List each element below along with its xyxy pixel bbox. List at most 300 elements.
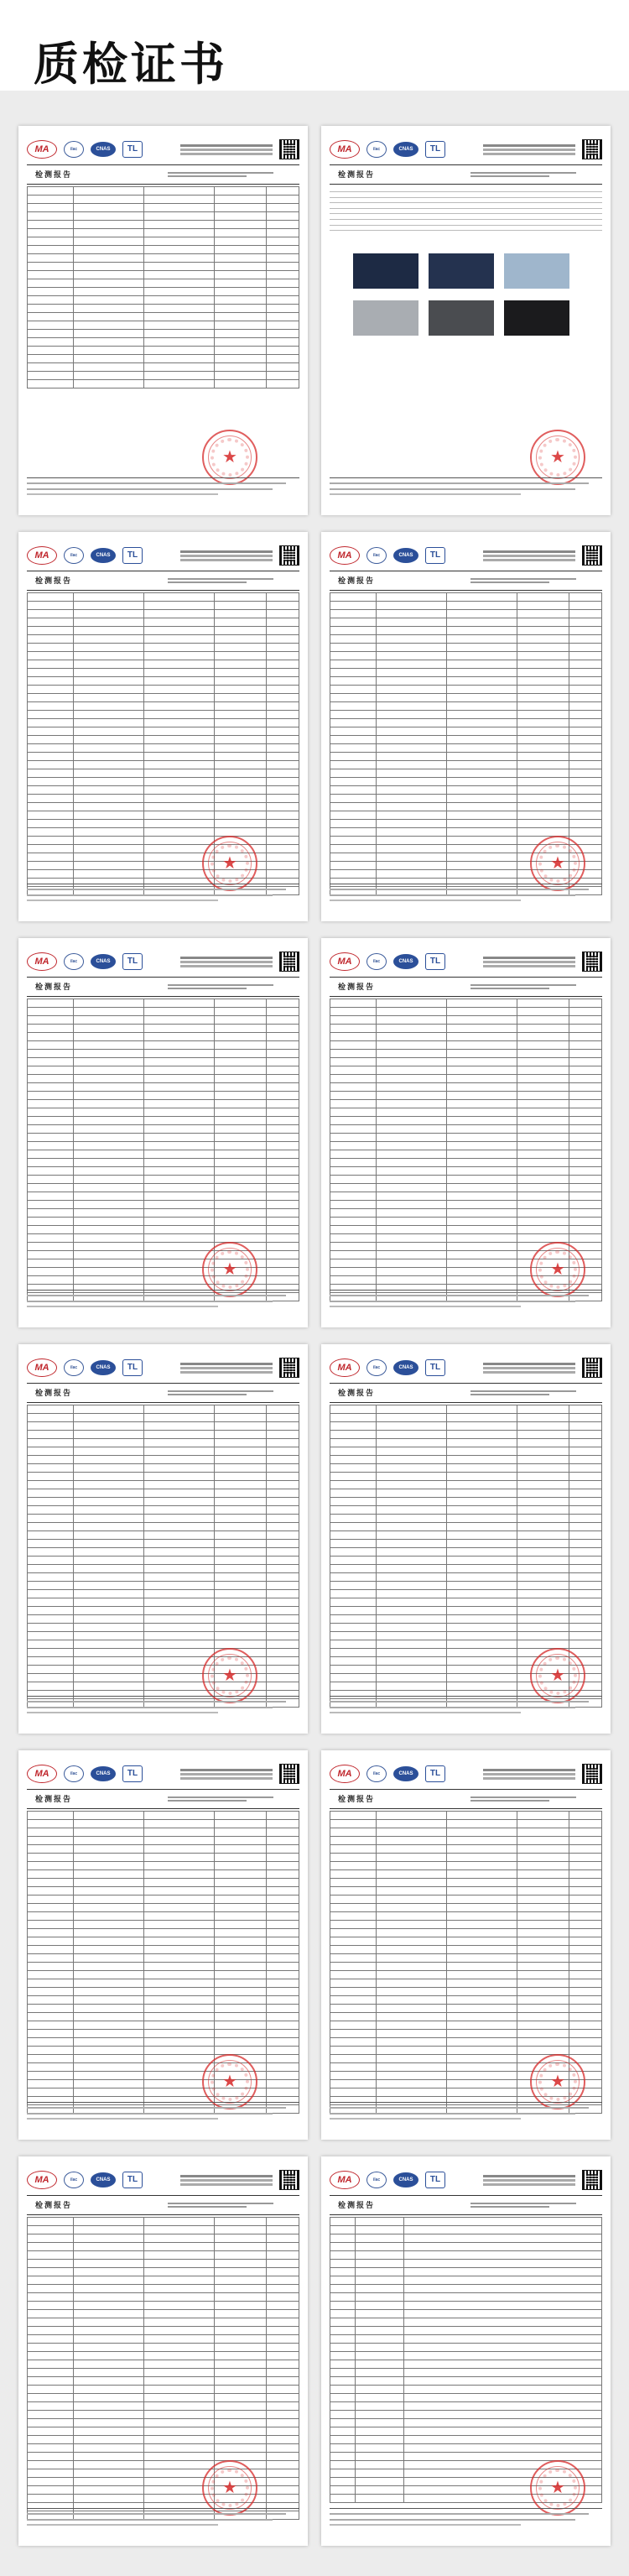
table-row xyxy=(28,355,299,363)
table-cell xyxy=(73,2344,143,2352)
report-header xyxy=(330,1383,602,1403)
table-row xyxy=(330,1879,602,1887)
table-cell xyxy=(28,2377,74,2386)
table-cell xyxy=(215,610,267,618)
table-cell xyxy=(376,1624,446,1632)
table-row xyxy=(28,1150,299,1159)
table-cell xyxy=(144,593,215,602)
table-cell xyxy=(447,1167,517,1176)
table-cell xyxy=(266,1674,299,1682)
table-row xyxy=(28,686,299,694)
table-cell xyxy=(73,1615,143,1624)
table-cell xyxy=(330,2260,356,2268)
table-cell xyxy=(144,1125,215,1134)
report-page xyxy=(18,1750,308,2140)
table-row xyxy=(330,1887,602,1895)
table-cell xyxy=(144,635,215,644)
table-cell xyxy=(215,372,267,380)
table-cell xyxy=(215,187,267,196)
table-cell xyxy=(330,1025,377,1033)
table-cell xyxy=(73,1540,143,1548)
table-cell xyxy=(144,2344,215,2352)
table-row xyxy=(28,2047,299,2055)
table-cell xyxy=(266,2495,299,2503)
table-cell xyxy=(266,2243,299,2251)
table-cell xyxy=(73,1100,143,1108)
table-row xyxy=(330,1083,602,1092)
table-row xyxy=(330,1557,602,1565)
table-cell xyxy=(215,246,267,254)
table-cell xyxy=(144,2243,215,2251)
table-cell xyxy=(144,1946,215,1954)
table-row xyxy=(330,736,602,744)
table-cell xyxy=(330,828,377,837)
table-row xyxy=(28,644,299,652)
text-line xyxy=(330,213,602,214)
table-row xyxy=(330,2327,602,2335)
table-cell xyxy=(73,2021,143,2030)
report-header-right xyxy=(168,2201,300,2209)
stamp-ring xyxy=(538,2469,577,2507)
table-cell xyxy=(266,686,299,694)
table-row xyxy=(28,1979,299,1988)
table-row xyxy=(28,2495,299,2503)
table-cell xyxy=(73,610,143,618)
table-cell xyxy=(215,1937,267,1946)
table-cell xyxy=(73,1515,143,1523)
table-cell xyxy=(144,1523,215,1531)
table-row xyxy=(28,2444,299,2453)
table-cell xyxy=(73,246,143,254)
logo-row xyxy=(27,2170,299,2190)
table-row xyxy=(330,1540,602,1548)
table-cell xyxy=(28,1058,74,1066)
table-cell xyxy=(403,2436,601,2444)
table-cell xyxy=(447,627,517,635)
table-cell xyxy=(447,1192,517,1201)
table-cell xyxy=(215,1117,267,1125)
table-cell xyxy=(330,2344,356,2352)
report-content xyxy=(27,2217,299,2502)
table-cell xyxy=(376,1632,446,1640)
table-cell xyxy=(215,1540,267,1548)
table-cell xyxy=(73,660,143,669)
table-cell xyxy=(447,1624,517,1632)
table-cell xyxy=(215,1456,267,1464)
table-cell xyxy=(28,1041,74,1050)
table-cell xyxy=(266,372,299,380)
table-cell xyxy=(215,1431,267,1439)
table-cell xyxy=(215,1531,267,1540)
table-cell xyxy=(28,1092,74,1100)
table-cell xyxy=(376,1954,446,1963)
table-cell xyxy=(447,1243,517,1251)
ilac-logo: ilac xyxy=(64,2172,84,2188)
table-row xyxy=(330,1016,602,1025)
table-cell xyxy=(28,1481,74,1489)
table-row xyxy=(330,1498,602,1506)
table-cell xyxy=(144,296,215,305)
table-cell xyxy=(330,1624,377,1632)
table-cell xyxy=(517,1209,569,1218)
table-cell xyxy=(330,1895,377,1904)
table-cell xyxy=(73,1058,143,1066)
lab-logo: TL xyxy=(425,141,445,158)
table-cell xyxy=(73,1447,143,1456)
table-row xyxy=(330,1937,602,1946)
table-cell xyxy=(144,279,215,288)
table-row xyxy=(28,1184,299,1192)
table-cell xyxy=(215,778,267,786)
table-cell xyxy=(28,2436,74,2444)
table-row xyxy=(330,1481,602,1489)
lab-logo: TL xyxy=(425,1359,445,1376)
table-row xyxy=(28,778,299,786)
logo-row xyxy=(27,952,299,972)
table-cell xyxy=(215,1971,267,1979)
table-cell xyxy=(28,719,74,727)
table-cell xyxy=(447,1498,517,1506)
table-cell xyxy=(330,1582,377,1590)
table-cell xyxy=(403,2394,601,2402)
table-row xyxy=(28,2394,299,2402)
table-cell xyxy=(569,786,601,795)
table-row xyxy=(28,204,299,212)
table-cell xyxy=(330,2234,356,2243)
table-row xyxy=(28,1921,299,1929)
table-cell xyxy=(569,618,601,627)
table-cell xyxy=(144,1184,215,1192)
table-cell xyxy=(28,1607,74,1615)
table-cell xyxy=(447,1921,517,1929)
table-cell xyxy=(28,1016,74,1025)
table-row xyxy=(28,1929,299,1937)
table-cell xyxy=(73,1632,143,1640)
table-cell xyxy=(28,1276,74,1285)
table-row xyxy=(28,1108,299,1117)
table-cell xyxy=(144,1929,215,1937)
table-cell xyxy=(569,1209,601,1218)
table-cell xyxy=(28,2047,74,2055)
stamp-ring xyxy=(538,1656,577,1695)
star-icon: ★ xyxy=(222,1259,237,1279)
table-cell xyxy=(73,761,143,769)
table-cell xyxy=(447,736,517,744)
table-cell xyxy=(447,1565,517,1573)
table-cell xyxy=(376,1100,446,1108)
table-cell xyxy=(215,1879,267,1887)
table-cell xyxy=(376,1150,446,1159)
table-cell xyxy=(73,686,143,694)
table-cell xyxy=(517,1234,569,1243)
report-header-left xyxy=(27,2200,168,2209)
table-row xyxy=(28,279,299,288)
table-cell xyxy=(73,380,143,388)
table-cell xyxy=(447,727,517,736)
table-cell xyxy=(73,237,143,246)
table-cell xyxy=(517,644,569,652)
table-cell xyxy=(144,2310,215,2318)
table-cell xyxy=(28,1912,74,1921)
table-cell xyxy=(376,837,446,845)
table-cell xyxy=(215,627,267,635)
table-row xyxy=(28,2055,299,2063)
table-row xyxy=(28,2461,299,2469)
table-cell xyxy=(144,2377,215,2386)
table-cell xyxy=(266,870,299,879)
table-cell xyxy=(144,1431,215,1439)
table-cell xyxy=(215,2360,267,2369)
table-cell xyxy=(144,2453,215,2461)
table-cell xyxy=(330,2285,356,2293)
table-cell xyxy=(517,1184,569,1192)
table-cell xyxy=(28,1979,74,1988)
table-cell xyxy=(215,644,267,652)
table-cell xyxy=(215,660,267,669)
table-cell xyxy=(144,338,215,347)
table-cell xyxy=(447,1008,517,1016)
table-cell xyxy=(73,2335,143,2344)
table-cell xyxy=(330,2226,356,2234)
table-row xyxy=(28,727,299,736)
table-cell xyxy=(376,1226,446,1234)
table-cell xyxy=(376,1590,446,1598)
table-cell xyxy=(28,1582,74,1590)
fabric-swatch xyxy=(353,253,418,289)
table-cell xyxy=(447,694,517,702)
table-cell xyxy=(376,1929,446,1937)
table-row xyxy=(28,2436,299,2444)
table-cell xyxy=(215,1862,267,1870)
table-row xyxy=(28,330,299,338)
table-cell xyxy=(376,1473,446,1481)
ma-logo: MA xyxy=(330,1765,360,1783)
table-row xyxy=(330,2030,602,2038)
table-row xyxy=(28,1134,299,1142)
table-cell xyxy=(28,1201,74,1209)
table-cell xyxy=(266,2234,299,2243)
table-cell xyxy=(28,828,74,837)
table-cell xyxy=(376,660,446,669)
table-cell xyxy=(28,2469,74,2478)
table-cell xyxy=(569,999,601,1008)
report-content xyxy=(330,1405,602,1690)
table-cell xyxy=(376,1192,446,1201)
table-row xyxy=(330,1489,602,1498)
table-row xyxy=(330,1812,602,1820)
table-cell xyxy=(569,1996,601,2005)
table-cell xyxy=(266,1481,299,1489)
table-cell xyxy=(144,1963,215,1971)
table-cell xyxy=(28,2055,74,2063)
table-cell xyxy=(215,686,267,694)
table-cell xyxy=(215,1167,267,1176)
cnas-logo: CNAS xyxy=(91,548,116,563)
table-row xyxy=(330,1150,602,1159)
table-cell xyxy=(215,2218,267,2226)
table-cell xyxy=(517,1464,569,1473)
table-row xyxy=(330,1582,602,1590)
table-cell xyxy=(330,1498,377,1506)
table-cell xyxy=(517,761,569,769)
table-cell xyxy=(447,686,517,694)
table-row xyxy=(28,1083,299,1092)
table-cell xyxy=(569,1134,601,1142)
table-cell xyxy=(266,1971,299,1979)
table-cell xyxy=(266,1862,299,1870)
table-cell xyxy=(28,727,74,736)
table-row xyxy=(330,2234,602,2243)
table-row xyxy=(330,761,602,769)
table-cell xyxy=(73,1557,143,1565)
table-cell xyxy=(28,1243,74,1251)
table-cell xyxy=(569,1557,601,1565)
table-row xyxy=(330,1573,602,1582)
table-cell xyxy=(73,1979,143,1988)
table-row xyxy=(28,677,299,686)
table-cell xyxy=(355,2318,403,2327)
table-row xyxy=(28,786,299,795)
table-row xyxy=(330,1979,602,1988)
table-row xyxy=(330,1201,602,1209)
lab-logo: TL xyxy=(122,1359,143,1376)
table-cell xyxy=(447,1201,517,1209)
ma-logo: MA xyxy=(27,2171,57,2189)
table-row xyxy=(330,1447,602,1456)
table-cell xyxy=(73,2310,143,2318)
table-cell xyxy=(330,2021,377,2030)
table-cell xyxy=(215,1414,267,1422)
table-cell xyxy=(73,1226,143,1234)
table-cell xyxy=(28,853,74,862)
table-cell xyxy=(215,2402,267,2411)
table-cell xyxy=(215,1607,267,1615)
table-cell xyxy=(28,669,74,677)
table-cell xyxy=(28,296,74,305)
table-cell xyxy=(376,2021,446,2030)
table-cell xyxy=(28,702,74,711)
table-row xyxy=(28,719,299,727)
table-cell xyxy=(330,1845,377,1854)
table-cell xyxy=(28,1192,74,1201)
table-cell xyxy=(215,2302,267,2310)
table-cell xyxy=(215,811,267,820)
table-cell xyxy=(215,1598,267,1607)
table-cell xyxy=(215,1108,267,1117)
table-cell xyxy=(376,1828,446,1837)
table-cell xyxy=(376,778,446,786)
table-cell xyxy=(266,196,299,204)
table-cell xyxy=(447,1837,517,1845)
table-cell xyxy=(266,2453,299,2461)
table-cell xyxy=(73,1025,143,1033)
table-cell xyxy=(355,2327,403,2335)
table-row xyxy=(28,2088,299,2097)
table-cell xyxy=(447,1649,517,1657)
text-line xyxy=(330,208,602,209)
table-cell xyxy=(569,1929,601,1937)
table-cell xyxy=(28,1895,74,1904)
table-cell xyxy=(517,1414,569,1422)
table-cell xyxy=(73,363,143,372)
table-cell xyxy=(569,1125,601,1134)
table-cell xyxy=(73,753,143,761)
table-cell xyxy=(517,1971,569,1979)
table-cell xyxy=(569,1431,601,1439)
star-icon: ★ xyxy=(222,2478,237,2497)
table-cell xyxy=(215,1954,267,1963)
table-cell xyxy=(517,1456,569,1464)
table-row xyxy=(28,610,299,618)
table-cell xyxy=(144,1159,215,1167)
table-row xyxy=(28,1464,299,1473)
table-cell xyxy=(517,1431,569,1439)
table-cell xyxy=(215,2047,267,2055)
table-cell xyxy=(144,1243,215,1251)
table-row xyxy=(330,1218,602,1226)
table-cell xyxy=(28,1117,74,1125)
table-cell xyxy=(266,271,299,279)
table-cell xyxy=(266,803,299,811)
table-cell xyxy=(330,2402,356,2411)
table-cell xyxy=(215,338,267,347)
table-cell xyxy=(28,845,74,853)
table-cell xyxy=(266,1498,299,1506)
table-row xyxy=(330,1041,602,1050)
table-cell xyxy=(28,2427,74,2436)
table-cell xyxy=(569,1904,601,1912)
table-cell xyxy=(28,1590,74,1598)
table-cell xyxy=(73,677,143,686)
table-cell xyxy=(376,1937,446,1946)
table-cell xyxy=(144,1473,215,1481)
table-row xyxy=(28,1582,299,1590)
table-cell xyxy=(73,1837,143,1845)
table-cell xyxy=(266,246,299,254)
table-cell xyxy=(28,1473,74,1481)
table-cell xyxy=(376,1016,446,1025)
table-row xyxy=(28,1640,299,1649)
table-cell xyxy=(266,355,299,363)
table-cell xyxy=(28,1963,74,1971)
table-cell xyxy=(144,2234,215,2243)
table-row xyxy=(28,862,299,870)
table-cell xyxy=(144,2251,215,2260)
table-cell xyxy=(73,652,143,660)
table-cell xyxy=(73,2268,143,2276)
table-cell xyxy=(144,1201,215,1209)
table-cell xyxy=(330,2478,356,2486)
table-cell xyxy=(215,1033,267,1041)
table-cell xyxy=(73,1016,143,1025)
table-cell xyxy=(355,2302,403,2310)
table-row xyxy=(28,2369,299,2377)
table-cell xyxy=(28,1431,74,1439)
table-cell xyxy=(403,2344,601,2352)
table-row xyxy=(28,2310,299,2318)
table-cell xyxy=(376,1582,446,1590)
table-cell xyxy=(330,1083,377,1092)
report-title: 检测报告 xyxy=(35,169,73,179)
table-cell xyxy=(569,1159,601,1167)
table-row xyxy=(330,1523,602,1531)
table-cell xyxy=(376,2063,446,2072)
table-cell xyxy=(376,1092,446,1100)
table-cell xyxy=(28,1887,74,1895)
table-cell xyxy=(376,1557,446,1565)
table-cell xyxy=(330,677,377,686)
table-cell xyxy=(447,1666,517,1674)
